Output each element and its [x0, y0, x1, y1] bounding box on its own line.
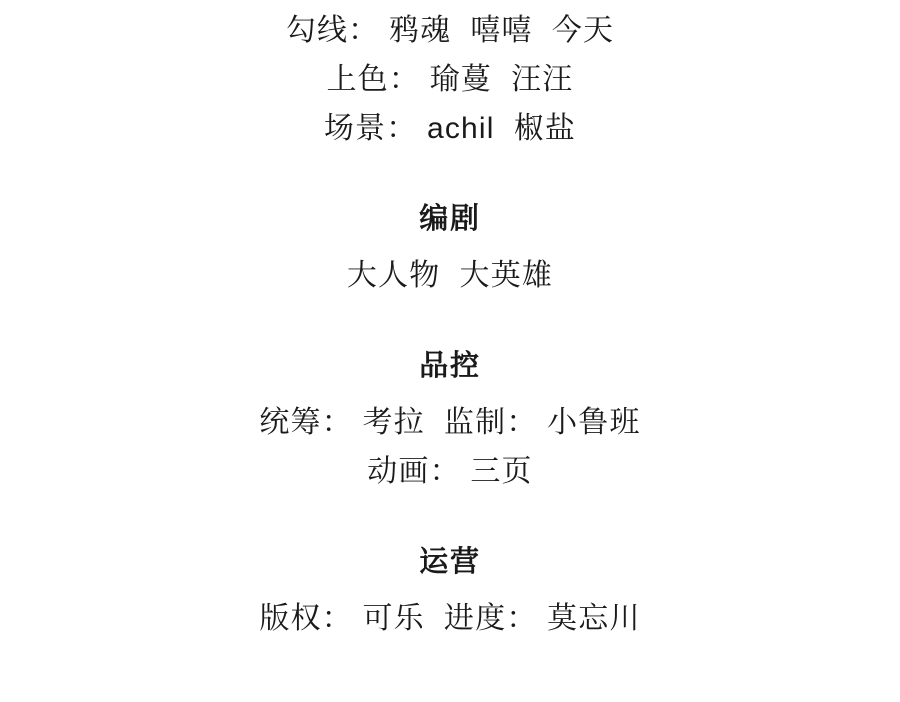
section-title-quality-control: 品控 — [419, 350, 481, 382]
section-title-screenwriter: 编剧 — [419, 203, 481, 235]
credits-line-quality-control-2: 动画： 三页 — [367, 455, 533, 488]
credits-top-block — [286, 6, 614, 153]
credits-line-operations-1: 版权： 可乐 进度： 莫忘川 — [259, 602, 641, 635]
credits-line-screenwriter-1: 大人物 大英雄 — [346, 259, 554, 292]
credits-section-quality-control — [259, 346, 640, 496]
credits-line-coloring: 上色： 瑜蔓 汪汪 — [326, 63, 574, 96]
credits-line-scenery: 场景： achil 椒盐 — [323, 112, 577, 145]
credits-line-inking: 勾线： 鸦魂 嘻嘻 今天 — [285, 14, 615, 47]
section-title-operations: 运营 — [419, 546, 481, 578]
credits-line-quality-control-1: 统筹： 考拉 监制： 小鲁班 — [259, 406, 641, 439]
credits-section-screenwriter — [347, 199, 553, 300]
credits-section-operations — [259, 542, 640, 643]
